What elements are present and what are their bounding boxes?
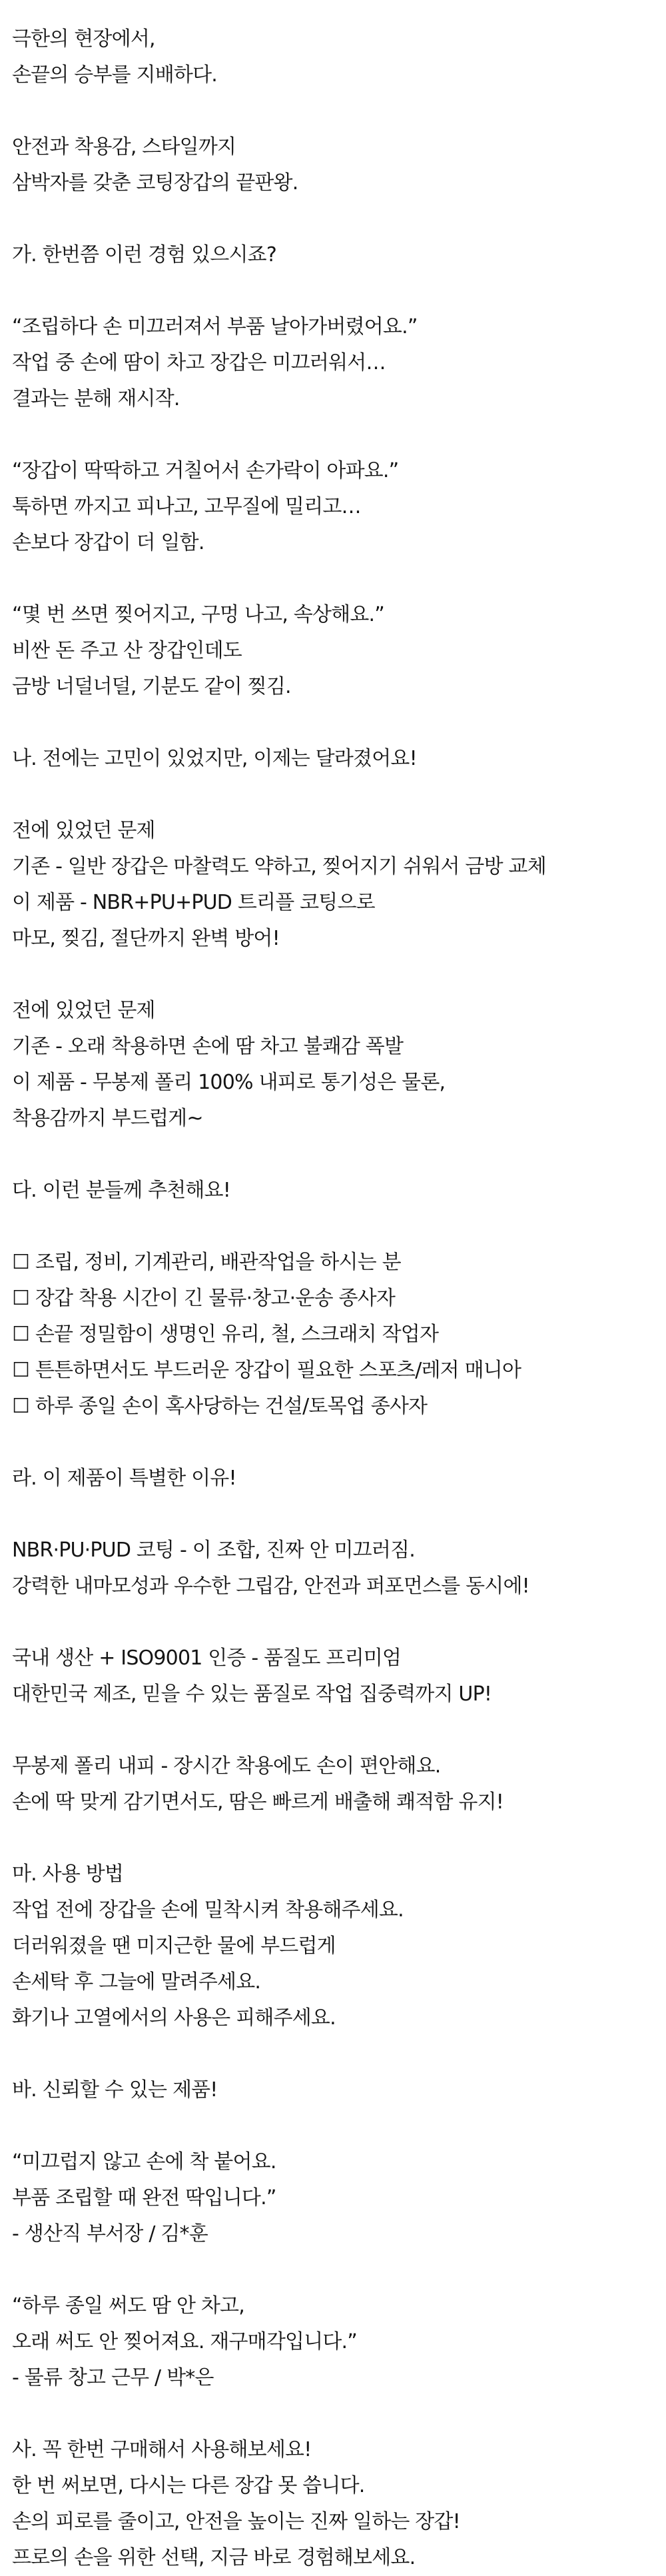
text-line: 전에 있었던 문제 bbox=[12, 819, 155, 842]
text-block bbox=[12, 813, 639, 957]
text-block bbox=[12, 741, 639, 777]
section-heading: 라. 이 제품이 특별한 이유! bbox=[12, 1467, 236, 1490]
text-line: 무봉제 폴리 내피 - 장시간 착용에도 손이 편안해요. bbox=[12, 1754, 441, 1778]
text-block bbox=[12, 1533, 639, 1605]
text-line: 한 번 써보면, 다시는 다른 장갑 못 씁니다. bbox=[12, 2474, 365, 2497]
text-block bbox=[12, 129, 639, 201]
text-block bbox=[12, 1461, 639, 1497]
text-line: 기존 - 오래 착용하면 손에 땀 차고 불쾌감 폭발 bbox=[12, 1035, 404, 1058]
text-block bbox=[12, 237, 639, 273]
text-line: 화기나 고열에서의 사용은 피해주세요. bbox=[12, 2006, 336, 2030]
section-heading: 사. 꼭 한번 구매해서 사용해보세요! bbox=[12, 2438, 312, 2461]
text-line: “몇 번 쓰면 찢어지고, 구멍 나고, 속상해요.” bbox=[12, 603, 384, 626]
text-line: - 생산직 부서장 / 김*훈 bbox=[12, 2222, 208, 2246]
text-line: 손에 딱 맞게 감기면서도, 땀은 빠르게 배출해 쾌적함 유지! bbox=[12, 1790, 503, 1814]
text-line: 오래 써도 안 찢어져요. 재구매각입니다.” bbox=[12, 2330, 358, 2353]
text-line: 금방 너덜너덜, 기분도 같이 찢김. bbox=[12, 675, 291, 698]
text-block bbox=[12, 1245, 639, 1425]
section-heading: 마. 사용 방법 bbox=[12, 1862, 124, 1886]
section-heading: 가. 한번쯤 이런 경험 있으시죠? bbox=[12, 243, 276, 267]
section-heading: 나. 전에는 고민이 있었지만, 이제는 달라졌어요! bbox=[12, 747, 417, 770]
text-line: 프로의 손을 위한 선택, 지금 바로 경험해보세요. bbox=[12, 2546, 416, 2569]
text-block bbox=[12, 1856, 639, 2036]
text-line: 마모, 찢김, 절단까지 완벽 방어! bbox=[12, 927, 280, 950]
text-line: 작업 전에 장갑을 손에 밀착시켜 착용해주세요. bbox=[12, 1898, 404, 1922]
section-heading: 다. 이런 분들께 추천해요! bbox=[12, 1179, 230, 1202]
text-line: 착용감까지 부드럽게~ bbox=[12, 1107, 203, 1130]
text-line: 작업 중 손에 땀이 차고 장갑은 미끄러워서… bbox=[12, 351, 386, 374]
text-line: 비싼 돈 주고 산 장갑인데도 bbox=[12, 639, 242, 662]
text-line: 손세탁 후 그늘에 말려주세요. bbox=[12, 1970, 261, 1994]
text-line: 손의 피로를 줄이고, 안전을 높이는 진짜 일하는 장갑! bbox=[12, 2510, 460, 2533]
text-line: ☐ 장갑 착용 시간이 긴 물류·창고·운송 종사자 bbox=[12, 1287, 396, 1310]
text-block bbox=[12, 309, 639, 417]
text-line: - 물류 창고 근무 / 박*은 bbox=[12, 2366, 214, 2389]
text-line: 안전과 착용감, 스타일까지 bbox=[12, 135, 236, 159]
text-line: NBR·PU·PUD 코팅 - 이 조합, 진짜 안 미끄러짐. bbox=[12, 1539, 415, 1562]
text-line: ☐ 하루 종일 손이 혹사당하는 건설/토목업 종사자 bbox=[12, 1395, 428, 1418]
text-line: 더러워졌을 땐 미지근한 물에 부드럽게 bbox=[12, 1934, 336, 1958]
text-line: 손보다 장갑이 더 일함. bbox=[12, 531, 204, 554]
text-line: 기존 - 일반 장갑은 마찰력도 약하고, 찢어지기 쉬워서 금방 교체 bbox=[12, 855, 546, 878]
text-line: 이 제품 - 무봉제 폴리 100% 내피로 통기성은 물론, bbox=[12, 1071, 446, 1094]
text-block bbox=[12, 597, 639, 705]
text-line: 부품 조립할 때 완전 딱입니다.” bbox=[12, 2186, 276, 2210]
text-block bbox=[12, 2144, 639, 2252]
text-block bbox=[12, 1173, 639, 1209]
text-line: 전에 있었던 문제 bbox=[12, 999, 155, 1022]
text-line: “하루 종일 써도 땀 안 차고, bbox=[12, 2294, 244, 2317]
text-line: 결과는 분해 재시작. bbox=[12, 387, 180, 410]
text-block bbox=[12, 1640, 639, 1712]
text-line: 국내 생산 + ISO9001 인증 - 품질도 프리미엄 bbox=[12, 1646, 402, 1670]
text-line: 대한민국 제조, 믿을 수 있는 품질로 작업 집중력까지 UP! bbox=[12, 1682, 492, 1706]
text-line: 손끝의 승부를 지배하다. bbox=[12, 63, 218, 87]
text-block bbox=[12, 993, 639, 1137]
text-block bbox=[12, 453, 639, 561]
text-line: 삼박자를 갖춘 코팅장갑의 끝판왕. bbox=[12, 171, 298, 195]
text-line: ☐ 손끝 정밀함이 생명인 유리, 철, 스크래치 작업자 bbox=[12, 1323, 439, 1346]
text-line: ☐ 튼튼하면서도 부드러운 장갑이 필요한 스포츠/레저 매니아 bbox=[12, 1359, 521, 1382]
text-line: 이 제품 - NBR+PU+PUD 트리플 코팅으로 bbox=[12, 891, 375, 914]
text-line: “미끄럽지 않고 손에 착 붙어요. bbox=[12, 2150, 276, 2174]
text-line: “조립하다 손 미끄러져서 부품 날아가버렸어요.” bbox=[12, 315, 418, 338]
text-line: 강력한 내마모성과 우수한 그립감, 안전과 퍼포먼스를 동시에! bbox=[12, 1575, 529, 1598]
section-heading: 바. 신뢰할 수 있는 제품! bbox=[12, 2078, 218, 2102]
text-block bbox=[12, 1748, 639, 1820]
text-line: ☐ 조립, 정비, 기계관리, 배관작업을 하시는 분 bbox=[12, 1251, 401, 1274]
text-block bbox=[12, 21, 639, 93]
text-line: 툭하면 까지고 피나고, 고무질에 밀리고… bbox=[12, 495, 361, 518]
text-block bbox=[12, 2432, 639, 2576]
text-block bbox=[12, 2288, 639, 2396]
text-block bbox=[12, 2072, 639, 2108]
text-line: 극한의 현장에서, bbox=[12, 27, 155, 51]
text-line: “장갑이 딱딱하고 거칠어서 손가락이 아파요.” bbox=[12, 459, 399, 482]
